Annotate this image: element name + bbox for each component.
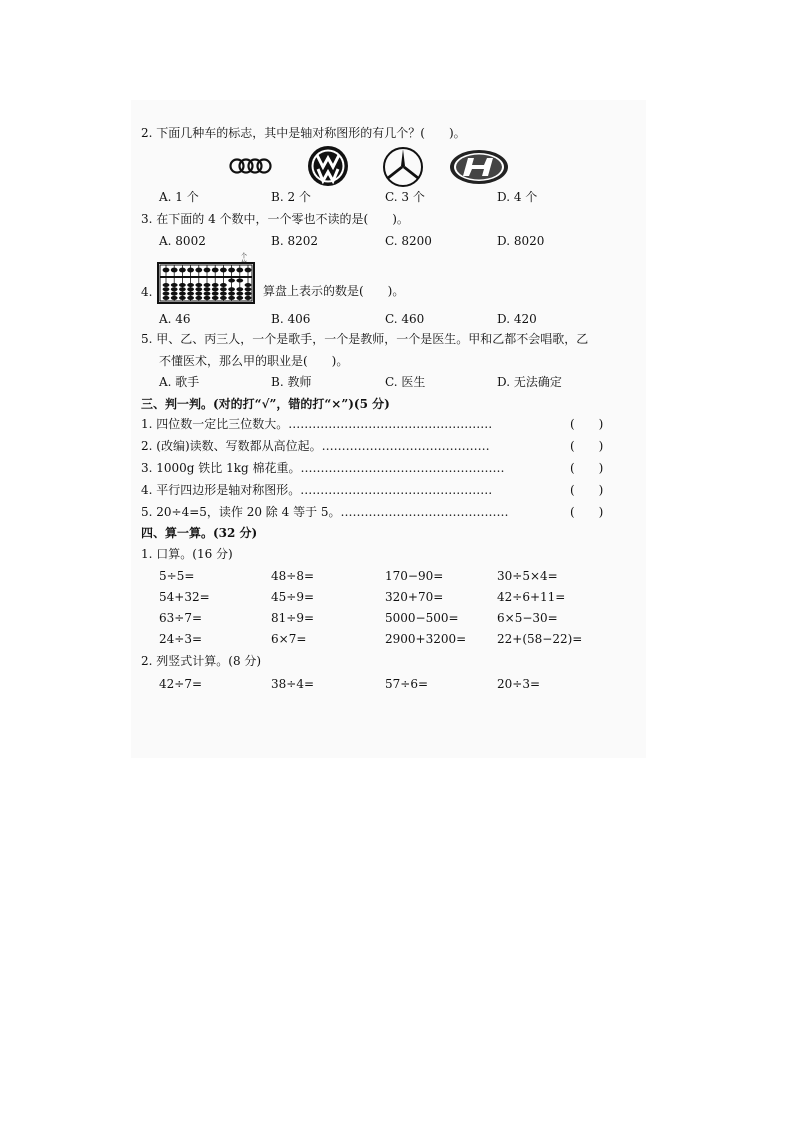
section4-sub2: 2. 列竖式计算。(8 分): [141, 654, 262, 668]
mental-item[interactable]: 81÷9=: [271, 611, 315, 625]
q4-option-c[interactable]: C. 460: [385, 312, 425, 326]
judge-item-4: 4. 平行四边形是轴对称图形。…………………………………………: [141, 483, 493, 497]
section3-title: 三、判一判。(对的打“√”，错的打“×”)(5 分): [141, 397, 390, 411]
mental-item[interactable]: 45÷9=: [271, 590, 315, 604]
mental-item[interactable]: 24÷3=: [159, 632, 203, 646]
q4-option-a[interactable]: A. 46: [159, 312, 191, 326]
judge-bracket-2[interactable]: ( ): [570, 439, 604, 453]
q2-option-c[interactable]: C. 3 个: [385, 190, 425, 204]
volkswagen-icon: [307, 145, 349, 187]
mental-item[interactable]: 63÷7=: [159, 611, 203, 625]
abacus-image: [157, 260, 255, 304]
mental-item[interactable]: 42÷6+11=: [497, 590, 566, 604]
mental-item[interactable]: 6×7=: [271, 632, 307, 646]
q2-option-d[interactable]: D. 4 个: [497, 190, 538, 204]
q5-option-a[interactable]: A. 歌手: [159, 375, 200, 389]
q3-option-a[interactable]: A. 8002: [159, 234, 206, 248]
vertical-item[interactable]: 20÷3=: [497, 677, 541, 691]
q2-text: 2. 下面几种车的标志，其中是轴对称图形的有几个？( )。: [141, 126, 466, 140]
judge-bracket-1[interactable]: ( ): [570, 417, 604, 431]
vertical-item[interactable]: 38÷4=: [271, 677, 315, 691]
q5-option-d[interactable]: D. 无法确定: [497, 375, 562, 389]
audi-icon: [228, 156, 274, 176]
vertical-item[interactable]: 42÷7=: [159, 677, 203, 691]
section4-sub1: 1. 口算。(16 分): [141, 547, 233, 561]
judge-item-3: 3. 1000g 铁比 1kg 棉花重。……………………………………………: [141, 461, 505, 475]
mental-item[interactable]: 48÷8=: [271, 569, 315, 583]
q4-text: 算盘上表示的数是( )。: [263, 284, 405, 298]
judge-item-1: 1. 四位数一定比三位数大。……………………………………………: [141, 417, 493, 431]
vertical-item[interactable]: 57÷6=: [385, 677, 429, 691]
mercedes-icon: [382, 146, 424, 188]
section4-title: 四、算一算。(32 分): [141, 526, 258, 540]
q3-option-c[interactable]: C. 8200: [385, 234, 432, 248]
q5-option-b[interactable]: B. 教师: [271, 375, 312, 389]
q2-option-b[interactable]: B. 2 个: [271, 190, 311, 204]
q4-number: 4.: [141, 285, 153, 299]
mental-item[interactable]: 5000−500=: [385, 611, 459, 625]
q5-option-c[interactable]: C. 医生: [385, 375, 426, 389]
q4-option-b[interactable]: B. 406: [271, 312, 311, 326]
judge-bracket-4[interactable]: ( ): [570, 483, 604, 497]
mental-item[interactable]: 22+(58−22)=: [497, 632, 583, 646]
mental-item[interactable]: 5÷5=: [159, 569, 195, 583]
judge-item-2: 2. (改编)读数、写数都从高位起。……………………………………: [141, 439, 490, 453]
judge-bracket-3[interactable]: ( ): [570, 461, 604, 475]
mental-item[interactable]: 30÷5×4=: [497, 569, 558, 583]
q2-option-a[interactable]: A. 1 个: [159, 190, 199, 204]
judge-bracket-5[interactable]: ( ): [570, 505, 604, 519]
mental-item[interactable]: 6×5−30=: [497, 611, 558, 625]
mental-item[interactable]: 54+32=: [159, 590, 210, 604]
q3-option-d[interactable]: D. 8020: [497, 234, 545, 248]
q5-line1: 5. 甲、乙、丙三人，一个是歌手，一个是教师，一个是医生。甲和乙都不会唱歌，乙: [141, 332, 589, 346]
hyundai-icon: [449, 149, 509, 185]
q3-text: 3. 在下面的 4 个数中，一个零也不读的是( )。: [141, 212, 409, 226]
mental-item[interactable]: 2900+3200=: [385, 632, 467, 646]
judge-item-5: 5. 20÷4=5，读作 20 除 4 等于 5。……………………………………: [141, 505, 509, 519]
q4-option-d[interactable]: D. 420: [497, 312, 537, 326]
mental-item[interactable]: 170−90=: [385, 569, 444, 583]
mental-item[interactable]: 320+70=: [385, 590, 444, 604]
q3-option-b[interactable]: B. 8202: [271, 234, 318, 248]
abacus-label: 个: [240, 253, 247, 260]
q5-line2: 不懂医术，那么甲的职业是( )。: [159, 354, 349, 368]
